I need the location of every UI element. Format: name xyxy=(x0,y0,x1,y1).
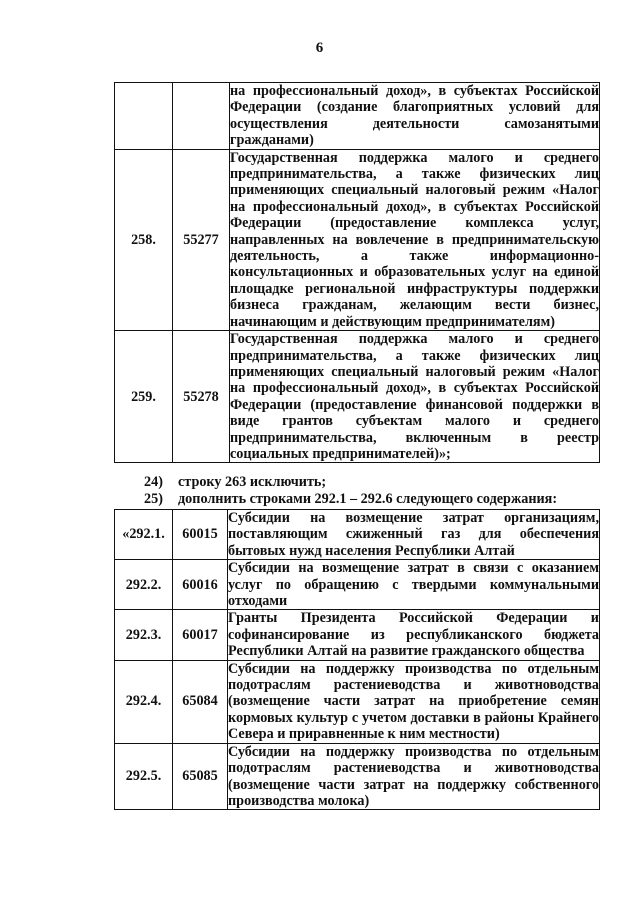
instruction-text: строку 263 исключить; xyxy=(178,474,327,490)
table-row xyxy=(115,610,600,660)
budget-table-top xyxy=(114,82,600,463)
row-number: 259. xyxy=(115,331,173,463)
instruction-item xyxy=(144,491,557,508)
table-row xyxy=(115,743,600,810)
row-description: Субсидии на возмещение затрат организациям, поставляющим сжиженный газ для обеспечения бытовых нужд населения Республики Алтай xyxy=(228,510,599,559)
row-number: 292.3. xyxy=(115,610,173,660)
row-number: 292.4. xyxy=(115,660,173,743)
table-row xyxy=(115,331,600,463)
row-description: на профессиональный доход», в субъектах Российской Федерации (создание благоприятных условий для осуществления деятельности самозанятыми гражданами) xyxy=(230,83,599,149)
budget-table-bottom xyxy=(114,509,600,810)
row-code xyxy=(173,83,230,150)
row-code: 60015 xyxy=(173,510,228,560)
row-number: 258. xyxy=(115,149,173,330)
row-code: 55278 xyxy=(173,331,230,463)
row-description: Государственная поддержка малого и среднего предпринимательства, а также физических лиц применяющих специальный налоговый режим «Налог на профессиональный доход», в субъектах Российской Федерации (предоставление комплекса услуг, направленных на вовлечение в предпринимательскую деятельность, а также информационно-консультационных и образовательных услуг на единой площадке региональной инфраструктуры поддержки бизнеса гражданам, желающим вести бизнес, начинающим и действующим предпринимателям) xyxy=(230,149,599,330)
table-row xyxy=(115,510,600,560)
row-number: 292.2. xyxy=(115,560,173,610)
table-row xyxy=(115,149,600,330)
row-code: 55277 xyxy=(173,149,230,330)
row-description: Субсидии на поддержку производства по отдельным подотраслям растениеводства и животноводства (возмещение части затрат на поддержку собственного производства молока) xyxy=(228,743,599,809)
instruction-number: 24) xyxy=(144,474,163,490)
row-number xyxy=(115,83,173,150)
instruction-number: 25) xyxy=(144,491,163,507)
table-row xyxy=(115,660,600,743)
instruction-item xyxy=(144,474,326,491)
row-code: 65085 xyxy=(173,743,228,810)
row-description: Субсидии на поддержку производства по отдельным подотраслям растениеводства и животноводства (возмещение части затрат на приобретение семян кормовых культур с учетом доставки в районы Крайнего Севера и приравненные к ним местности) xyxy=(228,660,599,743)
instruction-text: дополнить строками 292.1 – 292.6 следующего содержания: xyxy=(178,491,558,507)
row-code: 60016 xyxy=(173,560,228,610)
row-description: Государственная поддержка малого и среднего предпринимательства, а также физических лиц применяющих специальный налоговый режим «Налог на профессиональный доход», в субъектах Российской Федерации (предоставление финансовой поддержки в виде грантов субъектам малого и среднего предпринимательства, включенным в реестр социальных предпринимателей)»; xyxy=(230,331,599,462)
page-number: 6 xyxy=(315,40,324,56)
table-row xyxy=(115,560,600,610)
row-description: Гранты Президента Российской Федерации и софинансирование из республиканского бюджета Республики Алтай на развитие гражданского общества xyxy=(228,610,599,660)
row-code: 65084 xyxy=(173,660,228,743)
row-description: Субсидии на возмещение затрат в связи с оказанием услуг по обращению с твердыми коммунальными отходами xyxy=(228,560,599,610)
row-code: 60017 xyxy=(173,610,228,660)
table-row xyxy=(115,83,600,150)
row-number: «292.1. xyxy=(115,510,173,560)
row-number: 292.5. xyxy=(115,743,173,810)
